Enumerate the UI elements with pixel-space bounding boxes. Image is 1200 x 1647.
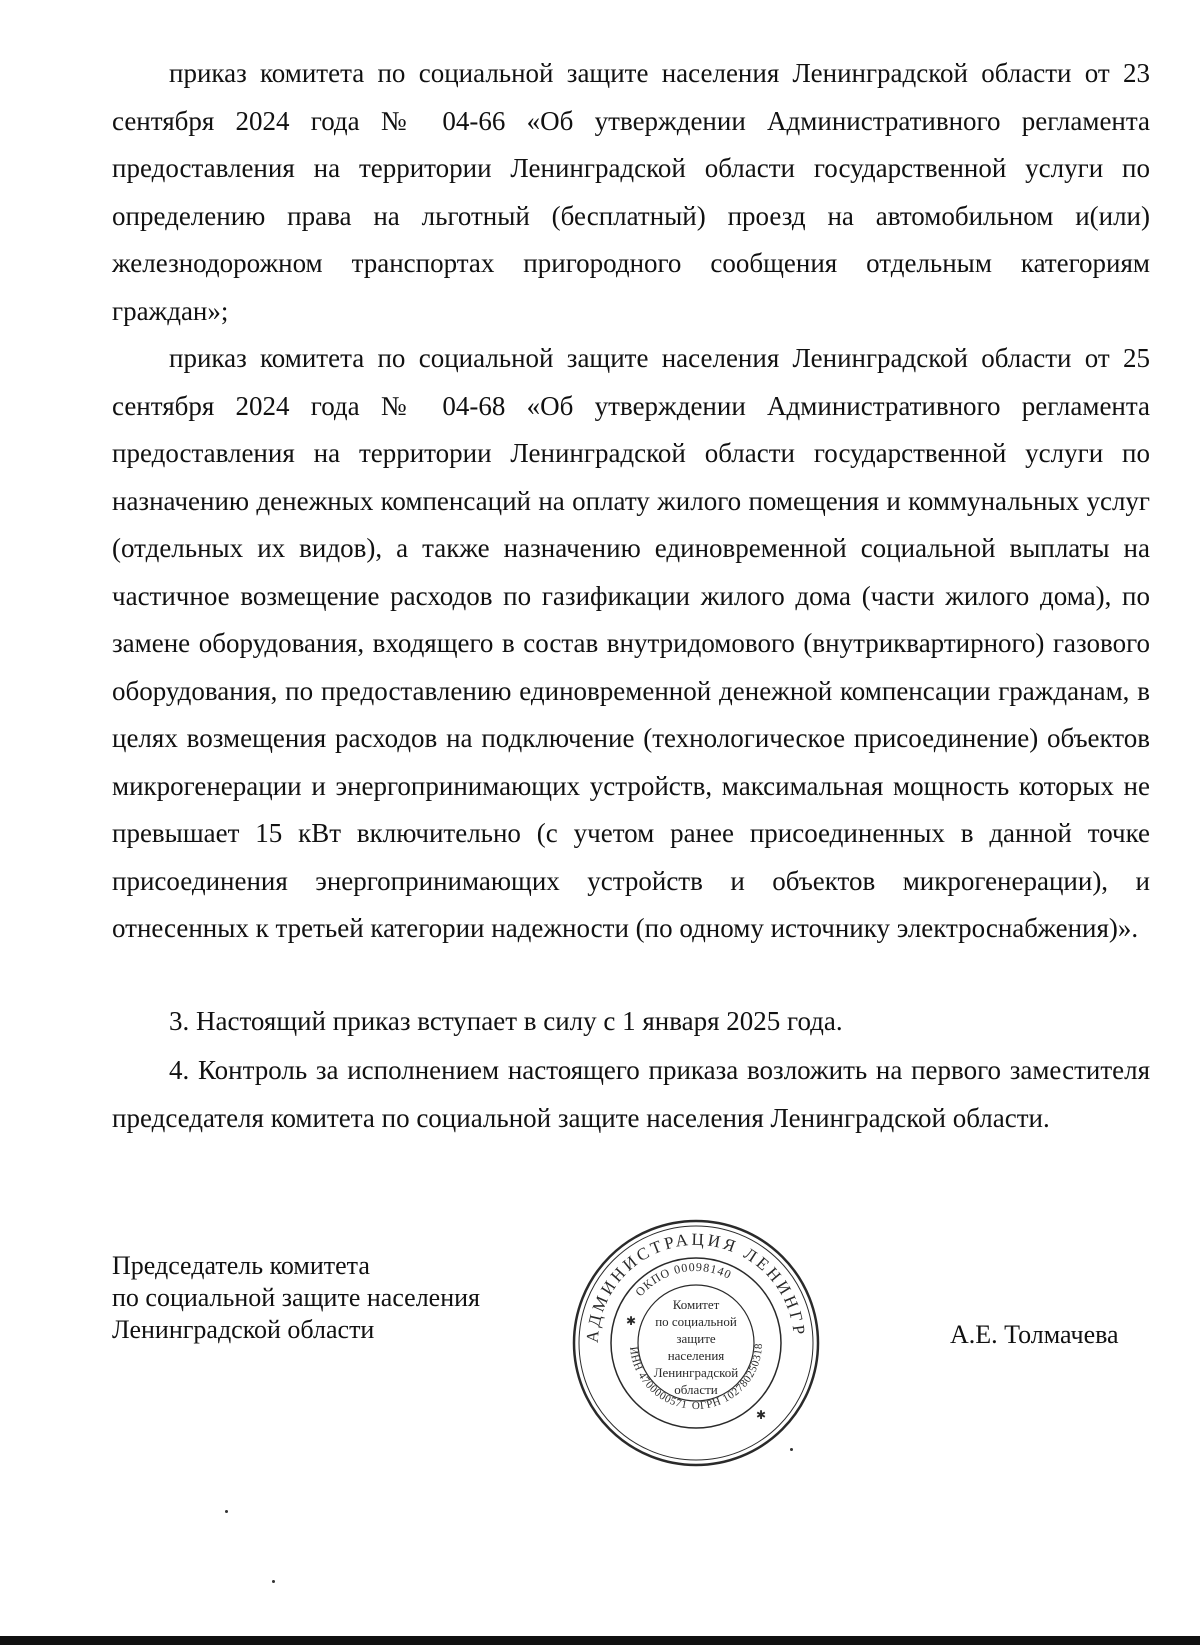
position-line: по социальной защите населения <box>112 1283 481 1312</box>
seal-center-line: Комитет <box>672 1297 720 1312</box>
seal-center-line: Ленинградской <box>653 1365 739 1380</box>
seal-center-line: защите <box>676 1331 716 1346</box>
seal-graphic <box>566 1213 826 1473</box>
paragraph-order-04-66: приказ комитета по социальной защите населения Ленинградской области от 23 сентября 2024 года № 04-66 «Об утверждении Административного регламента предоставления на территории Ленинградской области государственной услуги по определению права на льготный (бесплатный) проезд на автомобильном и(или) железнодорожном транспортах пригородного сообщения отдельным категориям граждан»; <box>112 58 1150 326</box>
scan-speck <box>272 1580 275 1583</box>
scan-speck <box>225 1510 228 1513</box>
signatory-position <box>112 1250 542 1346</box>
seal-outer-text: АДМИНИСТРАЦИЯ ЛЕНИНГР <box>582 1229 809 1344</box>
paragraph-order-04-68: приказ комитета по социальной защите населения Ленинградской области от 25 сентября 2024 года № 04-68 «Об утверждении Административного регламента предоставления на территории Ленинградской области государственной услуги по назначению денежных компенсаций на оплату жилого помещения и коммунальных услуг (отдельных их видов), а также назначению единовременной социальной выплаты на частичное возмещение расходов по газификации жилого дома (части жилого дома), по замене оборудования, входящего в состав внутридомового (внутриквартирного) газового оборудования, по предоставлению единовременной денежной компенсации гражданам, в целях возмещения расходов на подключение (технологическое присоединение) объектов микрогенерации и энергопринимающих устройств, максимальная мощность которых не превышает 15 кВт включительно (с учетом ранее присоединенных в данной точке присоединения энергопринимающих устройств и объектов микрогенерации), и отнесенных к третьей категории надежности (по одному источнику электроснабжения)». <box>112 343 1150 943</box>
seal-star-icon: ✱ <box>756 1408 767 1422</box>
paragraph-effective-date: 3. Настоящий приказ вступает в силу с 1 января 2025 года. <box>169 1006 843 1036</box>
official-seal <box>566 1213 826 1473</box>
seal-okpo-text: ОКПО 00098140 <box>632 1259 735 1300</box>
scan-speck <box>790 1448 793 1451</box>
seal-center-line: населения <box>667 1348 725 1363</box>
bottom-scan-edge <box>0 1636 1200 1645</box>
seal-center-line: области <box>674 1382 718 1397</box>
seal-inn-text: ИНН 4700000571 <box>627 1345 689 1412</box>
position-line: Председатель комитета <box>112 1251 370 1280</box>
paragraph-control: 4. Контроль за исполнением настоящего приказа возложить на первого заместителя председателя комитета по социальной защите населения Ленинградской области. <box>112 1055 1150 1133</box>
signatory-name: А.Е. Толмачева <box>950 1320 1119 1349</box>
seal-star-icon: ✱ <box>626 1314 637 1328</box>
seal-center-line: по социальной <box>655 1314 737 1329</box>
position-line: Ленинградской области <box>112 1315 375 1344</box>
seal-ogrn-text: ОГРН 102780250318 <box>691 1342 766 1413</box>
